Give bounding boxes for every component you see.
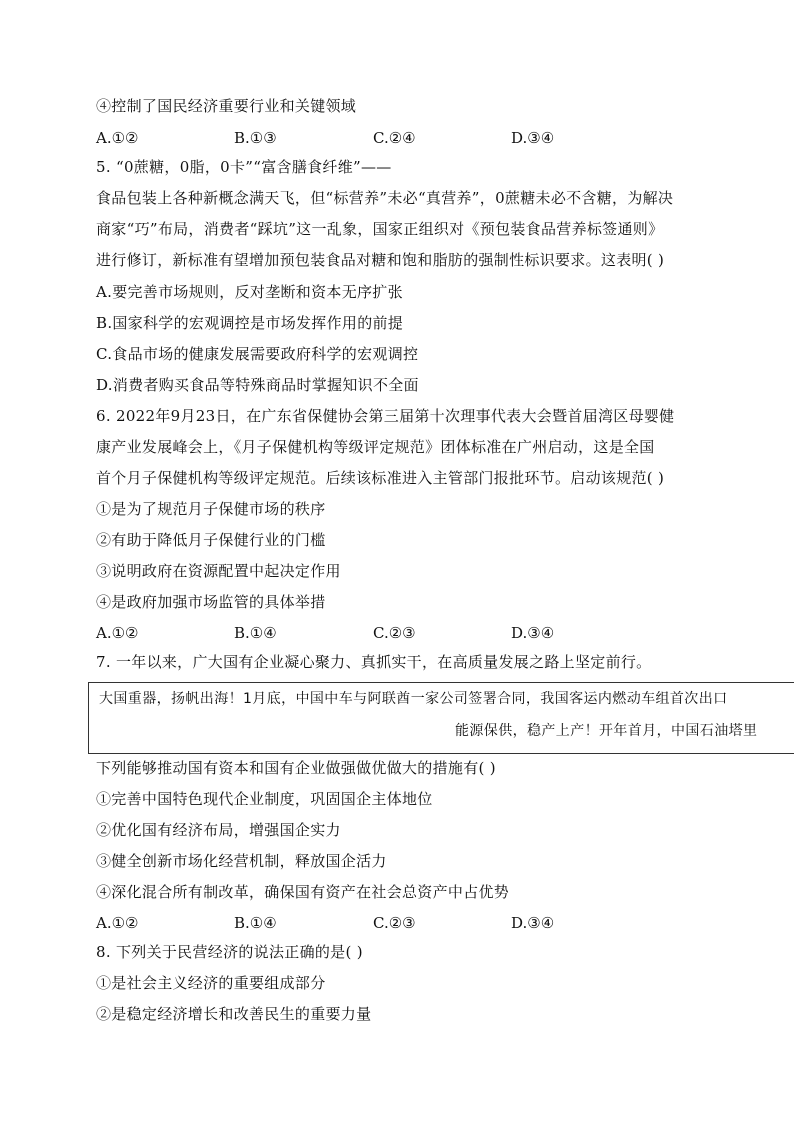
answer-option-c: C.②③	[373, 624, 416, 642]
answer-option-b: B.①④	[234, 624, 277, 642]
q6-item-2: ②有助于降低月子保健行业的门槛	[96, 531, 326, 549]
answer-option-c: C.②④	[373, 129, 416, 147]
q5-option-a: A.要完善市场规则，反对垄断和资本无序扩张	[96, 283, 403, 301]
q6-stem-line: 康产业发展峰会上，《月子保健机构等级评定规范》团体标准在广州启动，这是全国	[96, 438, 655, 456]
answer-option-a: A.①②	[96, 624, 139, 642]
q5-stem-line: 进行修订，新标准有望增加预包装食品对糖和饱和脂肪的强制性标识要求。这表明( )	[96, 251, 665, 269]
material-box	[88, 682, 794, 754]
answer-option-d: D.③④	[511, 914, 555, 932]
q5-stem-line: 食品包装上各种新概念满天飞，但“标营养”未必“真营养”，0蔗糖未必不含糖，为解决	[96, 189, 674, 207]
answer-option-c: C.②③	[373, 914, 416, 932]
q8-stem-line: 8. 下列关于民营经济的说法正确的是( )	[96, 943, 363, 961]
q8-item-1: ①是社会主义经济的重要组成部分	[96, 974, 326, 992]
q7-item-2: ②优化国有经济布局，增强国企实力	[96, 821, 341, 839]
q6-item-1: ①是为了规范月子保健市场的秩序	[96, 500, 326, 518]
answer-option-d: D.③④	[511, 624, 555, 642]
material-line: 能源保供，稳产上产！开年首月，中国石油塔里	[455, 723, 758, 739]
q5-option-c: C.食品市场的健康发展需要政府科学的宏观调控	[96, 345, 419, 363]
q5-option-b: B.国家科学的宏观调控是市场发挥作用的前提	[96, 314, 404, 332]
material-line: 大国重器，扬帆出海！1月底，中国中车与阿联酋一家公司签署合同，我国客运内燃动车组首次出口	[99, 691, 728, 707]
q4-option-4: ④控制了国民经济重要行业和关键领域	[96, 97, 357, 115]
q7-question: 下列能够推动国有资本和国有企业做强做优做大的措施有( )	[96, 759, 496, 777]
q6-item-4: ④是政府加强市场监管的具体举措	[96, 593, 326, 611]
q7-item-3: ③健全创新市场化经营机制，释放国企活力	[96, 852, 387, 870]
answer-option-b: B.①④	[234, 914, 277, 932]
answer-option-a: A.①②	[96, 129, 139, 147]
answer-option-b: B.①③	[234, 129, 277, 147]
q8-item-2: ②是稳定经济增长和改善民生的重要力量	[96, 1005, 372, 1023]
q6-stem-line: 首个月子保健机构等级评定规范。后续该标准进入主管部门报批环节。启动该规范( )	[96, 469, 665, 487]
q5-stem-line: 5. “0蔗糖，0脂，0卡”“富含膳食纤维”——	[96, 158, 392, 176]
q6-item-3: ③说明政府在资源配置中起决定作用	[96, 562, 341, 580]
q5-stem-line: 商家“巧”布局，消费者“踩坑”这一乱象，国家正组织对《预包装食品营养标签通则》	[96, 220, 664, 238]
q6-stem-line: 6. 2022年9月23日，在广东省保健协会第三届第十次理事代表大会暨首届湾区母婴健	[96, 407, 675, 425]
q7-item-4: ④深化混合所有制改革，确保国有资产在社会总资产中占优势	[96, 883, 510, 901]
q7-stem-line: 7. 一年以来，广大国有企业凝心聚力、真抓实干，在高质量发展之路上坚定前行。	[96, 653, 652, 671]
q5-option-d: D.消费者购买食品等特殊商品时掌握知识不全面	[96, 376, 419, 394]
answer-option-d: D.③④	[511, 129, 555, 147]
answer-option-a: A.①②	[96, 914, 139, 932]
q7-item-1: ①完善中国特色现代企业制度，巩固国企主体地位	[96, 790, 433, 808]
